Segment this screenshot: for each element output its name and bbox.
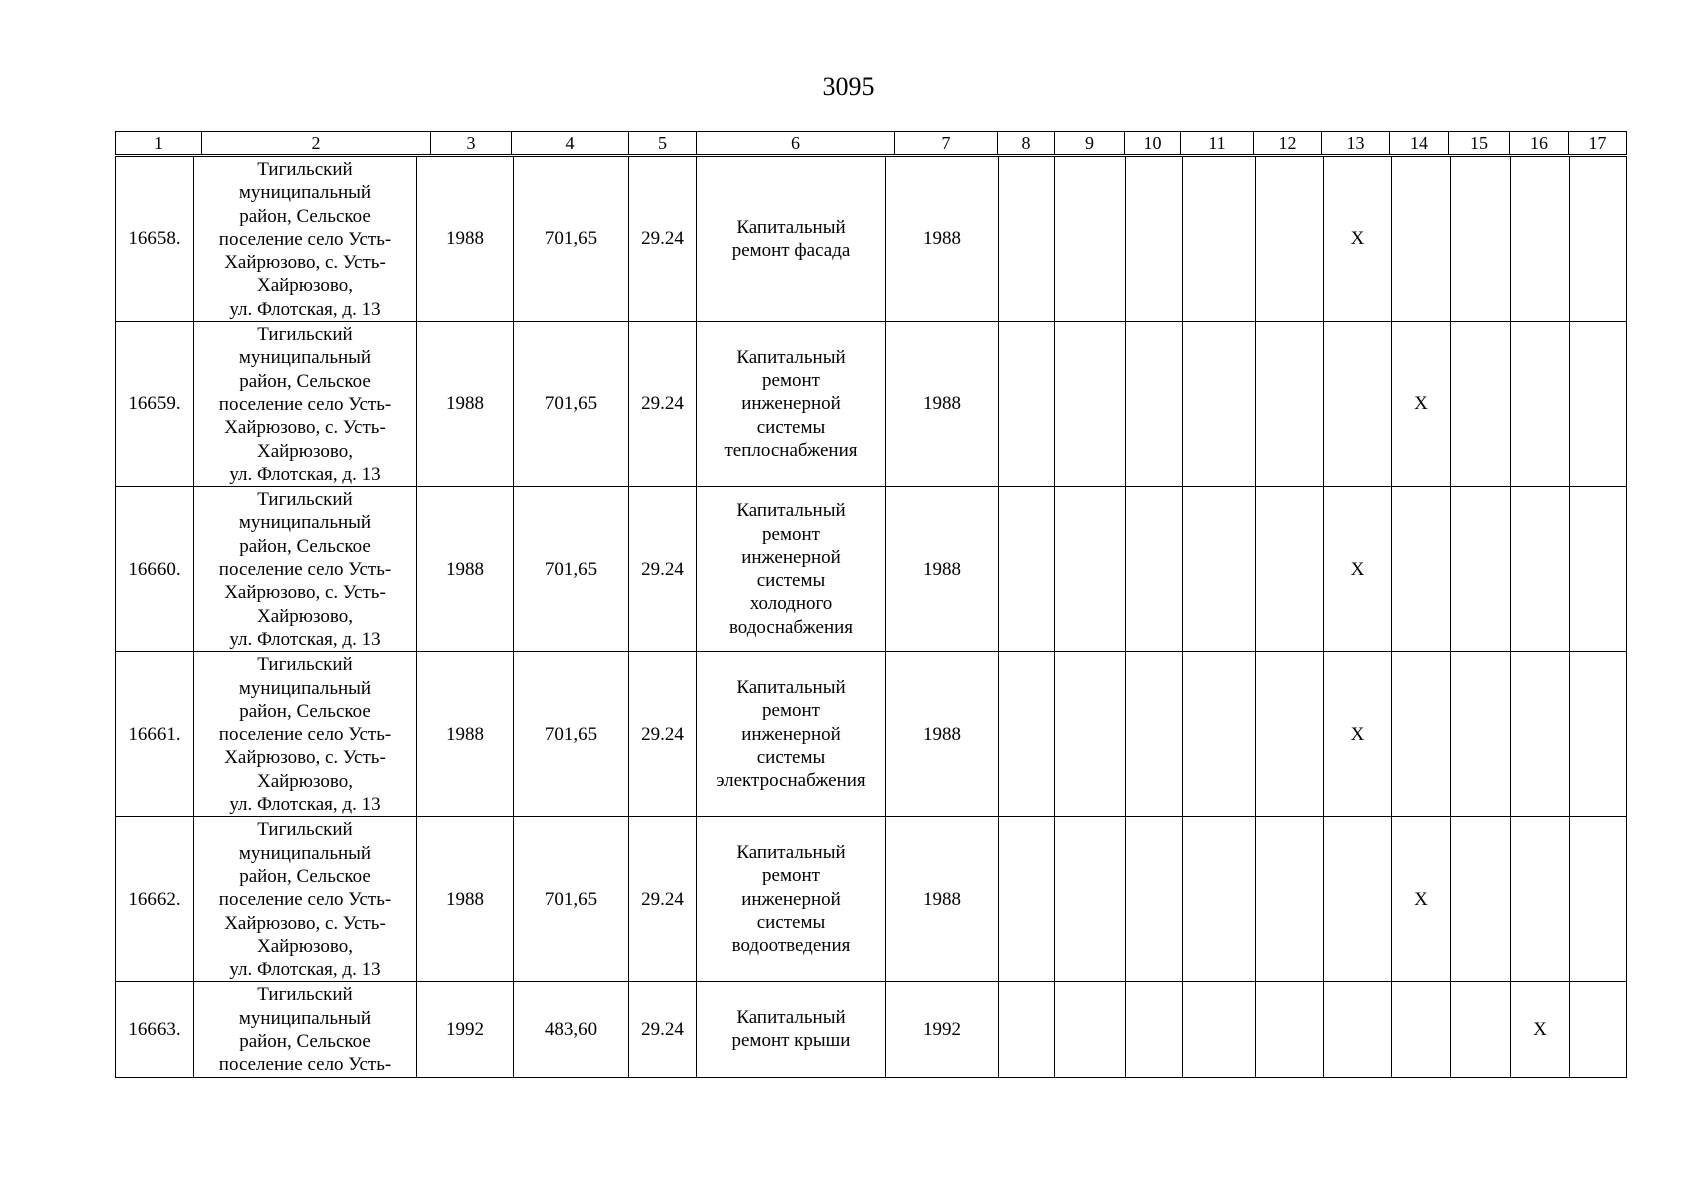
column-number-header: [115, 131, 1627, 155]
period-mark-cell-col-12: [1256, 982, 1324, 1077]
period-mark-cell-col-9: [1055, 487, 1126, 652]
header-cell-col-14: 14: [1390, 132, 1449, 155]
table-row: [116, 487, 1627, 652]
repair-schedule-table: [115, 156, 1627, 1078]
period-mark-cell-col-8: [999, 817, 1055, 982]
period-mark-cell-col-10: [1126, 157, 1183, 322]
work-type-cell: Капитальный ремонт фасада: [697, 157, 886, 322]
rate-cell: 29.24: [629, 157, 697, 322]
area-cell: 701,65: [514, 817, 629, 982]
address-cell: Тигильский муниципальный район, Сельское поселение село Усть-: [194, 982, 417, 1077]
period-mark-cell-col-12: [1256, 817, 1324, 982]
area-cell: 701,65: [514, 157, 629, 322]
header-cell-col-17: 17: [1569, 132, 1627, 155]
row-number-cell: 16663.: [116, 982, 194, 1077]
rate-cell: 29.24: [629, 487, 697, 652]
period-mark-cell-col-13: [1324, 817, 1392, 982]
period-mark-cell-col-10: [1126, 322, 1183, 487]
period-mark-cell-col-10: [1126, 817, 1183, 982]
period-mark-cell-col-14: [1392, 652, 1451, 817]
header-cell-col-15: 15: [1449, 132, 1510, 155]
period-mark-cell-col-15: [1451, 322, 1511, 487]
planned-year-cell: 1988: [886, 157, 999, 322]
header-cell-col-4: 4: [512, 132, 629, 155]
period-mark-cell-col-16: [1511, 157, 1570, 322]
period-mark-cell-col-11: [1183, 817, 1256, 982]
commission-year-cell: 1988: [417, 322, 514, 487]
period-mark-cell-col-12: [1256, 322, 1324, 487]
commission-year-cell: 1988: [417, 487, 514, 652]
row-number-cell: 16660.: [116, 487, 194, 652]
period-mark-cell-col-9: [1055, 157, 1126, 322]
header-cell-col-3: 3: [431, 132, 512, 155]
header-row: [116, 132, 1627, 155]
work-type-cell: Капитальный ремонт инженерной системы холодного водоснабжения: [697, 487, 886, 652]
period-mark-cell-col-13: [1324, 982, 1392, 1077]
work-type-cell: Капитальный ремонт инженерной системы электроснабжения: [697, 652, 886, 817]
period-mark-cell-col-15: [1451, 982, 1511, 1077]
period-mark-cell-col-9: [1055, 652, 1126, 817]
period-mark-cell-col-8: [999, 982, 1055, 1077]
address-cell: Тигильский муниципальный район, Сельское поселение село Усть- Хайрюзово, с. Усть- Хайрюзово, ул. Флотская, д. 13: [194, 487, 417, 652]
period-mark-cell-col-11: [1183, 982, 1256, 1077]
work-type-cell: Капитальный ремонт крыши: [697, 982, 886, 1077]
header-cell-col-6: 6: [697, 132, 895, 155]
period-mark-cell-col-16: [1511, 817, 1570, 982]
row-number-cell: 16659.: [116, 322, 194, 487]
rate-cell: 29.24: [629, 322, 697, 487]
period-mark-cell-col-15: [1451, 487, 1511, 652]
header-cell-col-16: 16: [1510, 132, 1569, 155]
work-type-cell: Капитальный ремонт инженерной системы теплоснабжения: [697, 322, 886, 487]
period-mark-cell-col-16: [1511, 652, 1570, 817]
period-mark-cell-col-8: [999, 157, 1055, 322]
planned-year-cell: 1988: [886, 322, 999, 487]
period-mark-cell-col-14: [1392, 157, 1451, 322]
period-mark-cell-col-9: [1055, 817, 1126, 982]
period-mark-cell-col-16: X: [1511, 982, 1570, 1077]
planned-year-cell: 1992: [886, 982, 999, 1077]
area-cell: 483,60: [514, 982, 629, 1077]
address-cell: Тигильский муниципальный район, Сельское поселение село Усть- Хайрюзово, с. Усть- Хайрюзово, ул. Флотская, д. 13: [194, 157, 417, 322]
period-mark-cell-col-10: [1126, 487, 1183, 652]
period-mark-cell-col-13: X: [1324, 652, 1392, 817]
address-cell: Тигильский муниципальный район, Сельское поселение село Усть- Хайрюзово, с. Усть- Хайрюзово, ул. Флотская, д. 13: [194, 817, 417, 982]
period-mark-cell-col-11: [1183, 652, 1256, 817]
header-cell-col-2: 2: [202, 132, 431, 155]
table-row: [116, 817, 1627, 982]
row-number-cell: 16658.: [116, 157, 194, 322]
period-mark-cell-col-14: X: [1392, 817, 1451, 982]
rate-cell: 29.24: [629, 982, 697, 1077]
row-number-cell: 16661.: [116, 652, 194, 817]
period-mark-cell-col-13: X: [1324, 487, 1392, 652]
header-cell-col-9: 9: [1055, 132, 1125, 155]
period-mark-cell-col-16: [1511, 322, 1570, 487]
header-cell-col-5: 5: [629, 132, 697, 155]
header-cell-col-12: 12: [1254, 132, 1322, 155]
period-mark-cell-col-14: [1392, 982, 1451, 1077]
planned-year-cell: 1988: [886, 652, 999, 817]
period-mark-cell-col-13: [1324, 322, 1392, 487]
table-row: [116, 157, 1627, 322]
header-cell-col-1: 1: [116, 132, 202, 155]
period-mark-cell-col-14: X: [1392, 322, 1451, 487]
planned-year-cell: 1988: [886, 817, 999, 982]
table-row: [116, 652, 1627, 817]
period-mark-cell-col-14: [1392, 487, 1451, 652]
header-cell-col-8: 8: [998, 132, 1055, 155]
period-mark-cell-col-11: [1183, 487, 1256, 652]
planned-year-cell: 1988: [886, 487, 999, 652]
period-mark-cell-col-17: [1570, 322, 1627, 487]
period-mark-cell-col-15: [1451, 652, 1511, 817]
period-mark-cell-col-12: [1256, 157, 1324, 322]
work-type-cell: Капитальный ремонт инженерной системы водоотведения: [697, 817, 886, 982]
period-mark-cell-col-11: [1183, 322, 1256, 487]
period-mark-cell-col-15: [1451, 157, 1511, 322]
commission-year-cell: 1988: [417, 817, 514, 982]
table-row: [116, 982, 1627, 1077]
header-cell-col-13: 13: [1322, 132, 1390, 155]
period-mark-cell-col-9: [1055, 982, 1126, 1077]
period-mark-cell-col-17: [1570, 817, 1627, 982]
rate-cell: 29.24: [629, 817, 697, 982]
period-mark-cell-col-8: [999, 652, 1055, 817]
period-mark-cell-col-15: [1451, 817, 1511, 982]
period-mark-cell-col-10: [1126, 982, 1183, 1077]
address-cell: Тигильский муниципальный район, Сельское поселение село Усть- Хайрюзово, с. Усть- Хайрюзово, ул. Флотская, д. 13: [194, 322, 417, 487]
area-cell: 701,65: [514, 487, 629, 652]
period-mark-cell-col-13: X: [1324, 157, 1392, 322]
period-mark-cell-col-9: [1055, 322, 1126, 487]
area-cell: 701,65: [514, 652, 629, 817]
header-cell-col-7: 7: [895, 132, 998, 155]
commission-year-cell: 1988: [417, 157, 514, 322]
header-cell-col-11: 11: [1181, 132, 1254, 155]
commission-year-cell: 1992: [417, 982, 514, 1077]
header-cell-col-10: 10: [1125, 132, 1181, 155]
period-mark-cell-col-8: [999, 487, 1055, 652]
period-mark-cell-col-8: [999, 322, 1055, 487]
period-mark-cell-col-17: [1570, 652, 1627, 817]
period-mark-cell-col-10: [1126, 652, 1183, 817]
table-row: [116, 322, 1627, 487]
row-number-cell: 16662.: [116, 817, 194, 982]
rate-cell: 29.24: [629, 652, 697, 817]
period-mark-cell-col-11: [1183, 157, 1256, 322]
period-mark-cell-col-17: [1570, 982, 1627, 1077]
area-cell: 701,65: [514, 322, 629, 487]
period-mark-cell-col-17: [1570, 487, 1627, 652]
address-cell: Тигильский муниципальный район, Сельское поселение село Усть- Хайрюзово, с. Усть- Хайрюзово, ул. Флотская, д. 13: [194, 652, 417, 817]
period-mark-cell-col-12: [1256, 487, 1324, 652]
commission-year-cell: 1988: [417, 652, 514, 817]
period-mark-cell-col-12: [1256, 652, 1324, 817]
page-number: 3095: [822, 72, 875, 101]
period-mark-cell-col-16: [1511, 487, 1570, 652]
period-mark-cell-col-17: [1570, 157, 1627, 322]
